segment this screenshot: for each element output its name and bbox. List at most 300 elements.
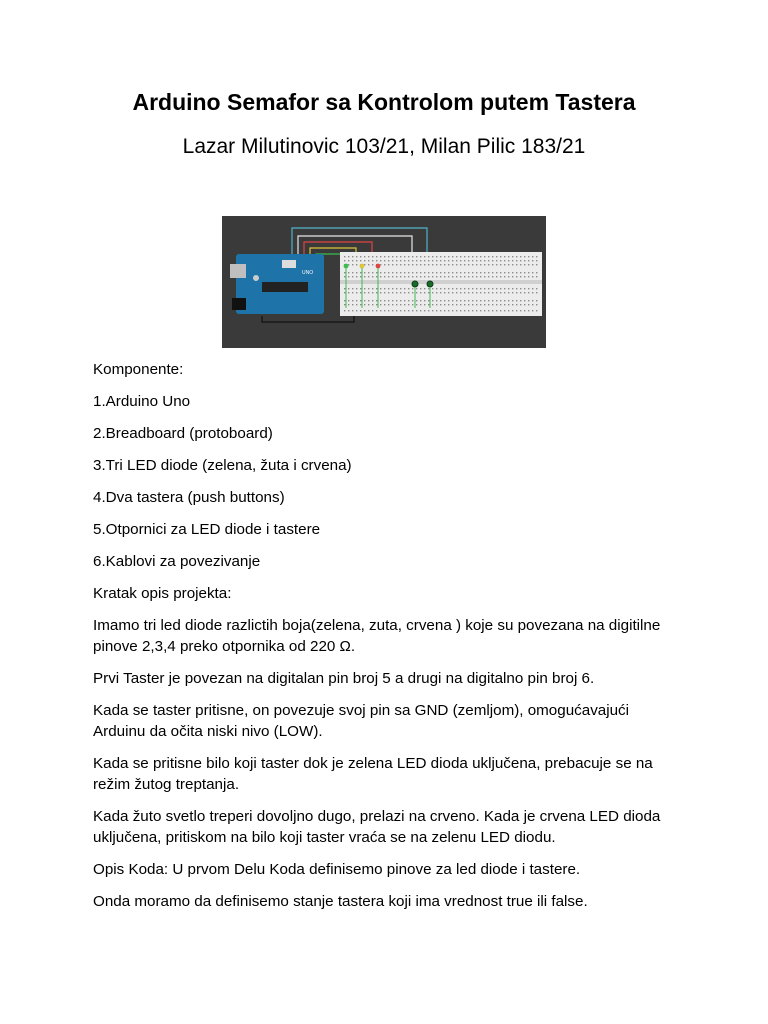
breadboard-hole — [396, 260, 397, 261]
breadboard-hole — [460, 264, 461, 265]
breadboard-hole — [376, 288, 377, 289]
push-button-2 — [427, 281, 433, 287]
breadboard-hole — [512, 310, 513, 311]
breadboard-hole — [492, 304, 493, 305]
paragraph: Onda moramo da definisemo stanje tastera koji ima vrednost true ili false. — [93, 893, 588, 910]
breadboard-hole — [516, 300, 517, 301]
breadboard-hole — [456, 260, 457, 261]
breadboard-hole — [440, 260, 441, 261]
breadboard-hole — [388, 304, 389, 305]
breadboard-hole — [412, 300, 413, 301]
breadboard-hole — [500, 310, 501, 311]
breadboard-hole — [460, 292, 461, 293]
breadboard-hole — [500, 264, 501, 265]
breadboard-hole — [344, 288, 345, 289]
breadboard-hole — [472, 288, 473, 289]
breadboard-hole — [488, 260, 489, 261]
breadboard-hole — [428, 310, 429, 311]
breadboard-hole — [524, 310, 525, 311]
breadboard-hole — [520, 276, 521, 277]
breadboard-hole — [408, 288, 409, 289]
breadboard-hole — [464, 288, 465, 289]
breadboard-hole — [532, 276, 533, 277]
breadboard-hole — [360, 304, 361, 305]
breadboard-hole — [428, 292, 429, 293]
breadboard-hole — [416, 300, 417, 301]
breadboard-hole — [348, 288, 349, 289]
breadboard-hole — [408, 304, 409, 305]
breadboard-hole — [376, 304, 377, 305]
breadboard-hole — [460, 256, 461, 257]
breadboard-hole — [500, 304, 501, 305]
breadboard-hole — [364, 276, 365, 277]
paragraph: 2.Breadboard (protoboard) — [93, 425, 273, 442]
breadboard-hole — [384, 304, 385, 305]
breadboard-hole — [356, 300, 357, 301]
breadboard-hole — [532, 292, 533, 293]
breadboard-hole — [380, 276, 381, 277]
breadboard-hole — [468, 264, 469, 265]
breadboard-hole — [368, 310, 369, 311]
breadboard-hole — [432, 276, 433, 277]
breadboard-hole — [508, 304, 509, 305]
breadboard-hole — [428, 256, 429, 257]
breadboard-hole — [500, 288, 501, 289]
breadboard-hole — [408, 292, 409, 293]
paragraph: 1.Arduino Uno — [93, 393, 191, 410]
breadboard-hole — [384, 292, 385, 293]
breadboard-hole — [448, 256, 449, 257]
breadboard-hole — [356, 292, 357, 293]
breadboard-hole — [444, 300, 445, 301]
breadboard-hole — [496, 264, 497, 265]
breadboard-hole — [524, 288, 525, 289]
breadboard-hole — [456, 304, 457, 305]
breadboard-hole — [516, 310, 517, 311]
breadboard-hole — [440, 300, 441, 301]
breadboard-hole — [436, 304, 437, 305]
breadboard-hole — [496, 310, 497, 311]
breadboard-hole — [356, 276, 357, 277]
breadboard-hole — [360, 272, 361, 273]
breadboard-hole — [432, 264, 433, 265]
breadboard-hole — [452, 264, 453, 265]
breadboard-hole — [492, 300, 493, 301]
breadboard-hole — [468, 260, 469, 261]
breadboard-hole — [424, 310, 425, 311]
breadboard-hole — [420, 256, 421, 257]
paragraph: Imamo tri led diode razlictih boja(zelena, zuta, crvena ) koje su povezana na digitilne pinove 2,3,4 preko otpornika od 220 Ω. — [93, 617, 661, 655]
breadboard-hole — [364, 292, 365, 293]
breadboard-hole — [344, 272, 345, 273]
breadboard-hole — [416, 256, 417, 257]
breadboard-hole — [428, 272, 429, 273]
breadboard-hole — [524, 264, 525, 265]
breadboard-hole — [480, 288, 481, 289]
breadboard-hole — [520, 264, 521, 265]
breadboard-hole — [436, 310, 437, 311]
breadboard-hole — [432, 260, 433, 261]
breadboard-hole — [412, 256, 413, 257]
breadboard-hole — [484, 264, 485, 265]
breadboard-hole — [388, 288, 389, 289]
breadboard-hole — [352, 272, 353, 273]
breadboard-hole — [456, 292, 457, 293]
breadboard-hole — [508, 300, 509, 301]
breadboard-hole — [376, 300, 377, 301]
paragraph: Kada se pritisne bilo koji taster dok je zelena LED dioda uključena, prebacuje se na režim žutog treptanja. — [93, 755, 653, 793]
breadboard-hole — [380, 292, 381, 293]
breadboard-hole — [468, 256, 469, 257]
breadboard-hole — [520, 300, 521, 301]
breadboard-hole — [348, 304, 349, 305]
breadboard-hole — [520, 288, 521, 289]
breadboard-hole — [528, 272, 529, 273]
breadboard-hole — [464, 272, 465, 273]
breadboard-hole — [380, 300, 381, 301]
breadboard-hole — [404, 304, 405, 305]
breadboard-hole — [396, 272, 397, 273]
breadboard-hole — [448, 264, 449, 265]
breadboard-hole — [432, 288, 433, 289]
breadboard-hole — [444, 260, 445, 261]
breadboard-hole — [468, 304, 469, 305]
breadboard-hole — [532, 264, 533, 265]
breadboard-hole — [400, 256, 401, 257]
breadboard-hole — [360, 288, 361, 289]
breadboard-hole — [476, 310, 477, 311]
breadboard-hole — [488, 288, 489, 289]
breadboard-hole — [460, 288, 461, 289]
breadboard-hole — [420, 276, 421, 277]
breadboard-hole — [492, 276, 493, 277]
breadboard-hole — [404, 272, 405, 273]
breadboard-hole — [492, 264, 493, 265]
breadboard-hole — [476, 300, 477, 301]
breadboard-hole — [488, 256, 489, 257]
led-green — [344, 264, 349, 269]
breadboard-hole — [424, 256, 425, 257]
breadboard-hole — [524, 256, 525, 257]
breadboard-hole — [348, 276, 349, 277]
breadboard-hole — [524, 260, 525, 261]
breadboard-hole — [440, 292, 441, 293]
breadboard-hole — [516, 256, 517, 257]
breadboard-hole — [492, 260, 493, 261]
paragraph: 5.Otpornici za LED diode i tastere — [93, 521, 321, 538]
breadboard-hole — [364, 310, 365, 311]
breadboard-hole — [480, 300, 481, 301]
breadboard-hole — [532, 288, 533, 289]
breadboard-hole — [380, 288, 381, 289]
breadboard-hole — [424, 276, 425, 277]
breadboard-hole — [396, 304, 397, 305]
breadboard-hole — [348, 272, 349, 273]
breadboard-hole — [528, 256, 529, 257]
breadboard-hole — [436, 272, 437, 273]
breadboard-hole — [468, 300, 469, 301]
breadboard-hole — [412, 264, 413, 265]
breadboard-hole — [384, 276, 385, 277]
breadboard-hole — [400, 292, 401, 293]
breadboard-hole — [460, 300, 461, 301]
breadboard-hole — [392, 292, 393, 293]
breadboard-hole — [384, 288, 385, 289]
breadboard-hole — [476, 288, 477, 289]
breadboard-hole — [400, 300, 401, 301]
breadboard-hole — [456, 256, 457, 257]
breadboard-hole — [480, 260, 481, 261]
breadboard-hole — [500, 272, 501, 273]
breadboard-hole — [416, 264, 417, 265]
document-title: Arduino Semafor sa Kontrolom putem Tastera — [132, 89, 636, 115]
breadboard-hole — [460, 276, 461, 277]
board-label: UNO — [302, 270, 314, 276]
breadboard-hole — [480, 310, 481, 311]
breadboard-hole — [520, 260, 521, 261]
breadboard-hole — [532, 300, 533, 301]
breadboard-hole — [352, 304, 353, 305]
breadboard-hole — [512, 260, 513, 261]
breadboard-hole — [372, 292, 373, 293]
breadboard-hole — [368, 304, 369, 305]
breadboard-hole — [404, 310, 405, 311]
breadboard-hole — [360, 292, 361, 293]
breadboard-hole — [372, 310, 373, 311]
breadboard-hole — [384, 310, 385, 311]
breadboard-hole — [532, 304, 533, 305]
push-button-1 — [412, 281, 418, 287]
breadboard-hole — [356, 288, 357, 289]
arduino-board — [230, 254, 324, 314]
breadboard-hole — [444, 264, 445, 265]
breadboard-hole — [368, 264, 369, 265]
breadboard-hole — [392, 260, 393, 261]
breadboard-hole — [500, 292, 501, 293]
breadboard-hole — [408, 300, 409, 301]
breadboard-hole — [484, 310, 485, 311]
breadboard-hole — [508, 288, 509, 289]
paragraph: Kratak opis projekta: — [93, 585, 232, 602]
circuit-figure — [222, 216, 546, 348]
breadboard-hole — [424, 288, 425, 289]
breadboard-hole — [420, 292, 421, 293]
breadboard-hole — [368, 256, 369, 257]
breadboard-hole — [388, 300, 389, 301]
breadboard-hole — [508, 276, 509, 277]
breadboard-hole — [508, 272, 509, 273]
breadboard-hole — [532, 272, 533, 273]
breadboard-hole — [500, 256, 501, 257]
breadboard-hole — [420, 288, 421, 289]
breadboard-hole — [488, 292, 489, 293]
breadboard-hole — [484, 292, 485, 293]
breadboard-hole — [376, 292, 377, 293]
breadboard-hole — [436, 300, 437, 301]
breadboard-hole — [352, 310, 353, 311]
breadboard-hole — [508, 260, 509, 261]
breadboard-hole — [356, 310, 357, 311]
breadboard-hole — [404, 288, 405, 289]
breadboard-hole — [532, 260, 533, 261]
breadboard-hole — [448, 304, 449, 305]
breadboard-hole — [412, 288, 413, 289]
breadboard-hole — [384, 272, 385, 273]
breadboard-hole — [452, 310, 453, 311]
breadboard-hole — [392, 272, 393, 273]
breadboard-hole — [436, 256, 437, 257]
breadboard-hole — [408, 256, 409, 257]
breadboard-hole — [360, 276, 361, 277]
breadboard-hole — [424, 264, 425, 265]
breadboard-hole — [392, 310, 393, 311]
breadboard-hole — [388, 276, 389, 277]
breadboard-hole — [504, 288, 505, 289]
breadboard-hole — [456, 276, 457, 277]
breadboard-hole — [452, 256, 453, 257]
breadboard-hole — [516, 304, 517, 305]
breadboard-hole — [452, 300, 453, 301]
breadboard-hole — [348, 256, 349, 257]
breadboard-hole — [452, 304, 453, 305]
breadboard-hole — [536, 288, 537, 289]
breadboard-hole — [476, 276, 477, 277]
breadboard-hole — [464, 260, 465, 261]
breadboard-hole — [524, 292, 525, 293]
breadboard-hole — [484, 260, 485, 261]
breadboard-hole — [356, 260, 357, 261]
breadboard-hole — [404, 300, 405, 301]
breadboard-hole — [536, 310, 537, 311]
breadboard-hole — [516, 272, 517, 273]
breadboard-hole — [468, 288, 469, 289]
breadboard-hole — [512, 300, 513, 301]
breadboard-hole — [464, 276, 465, 277]
breadboard-hole — [392, 264, 393, 265]
breadboard-hole — [496, 288, 497, 289]
breadboard-hole — [472, 272, 473, 273]
breadboard-hole — [344, 310, 345, 311]
breadboard-hole — [420, 272, 421, 273]
breadboard-hole — [396, 292, 397, 293]
breadboard-hole — [528, 310, 529, 311]
breadboard-hole — [440, 256, 441, 257]
breadboard-hole — [424, 260, 425, 261]
breadboard-hole — [352, 264, 353, 265]
breadboard-hole — [504, 292, 505, 293]
breadboard-hole — [408, 264, 409, 265]
breadboard-hole — [408, 276, 409, 277]
breadboard-hole — [480, 304, 481, 305]
breadboard-hole — [444, 276, 445, 277]
breadboard-hole — [520, 304, 521, 305]
breadboard-hole — [516, 276, 517, 277]
breadboard-hole — [456, 300, 457, 301]
breadboard-hole — [452, 276, 453, 277]
breadboard-hole — [432, 292, 433, 293]
breadboard-hole — [392, 300, 393, 301]
breadboard-hole — [496, 260, 497, 261]
breadboard-hole — [380, 304, 381, 305]
breadboard-hole — [348, 292, 349, 293]
breadboard-hole — [468, 292, 469, 293]
breadboard-hole — [368, 272, 369, 273]
breadboard-hole — [412, 310, 413, 311]
breadboard-hole — [448, 260, 449, 261]
breadboard-hole — [416, 292, 417, 293]
breadboard-hole — [448, 292, 449, 293]
breadboard-hole — [512, 304, 513, 305]
breadboard-hole — [344, 276, 345, 277]
breadboard-hole — [416, 272, 417, 273]
breadboard-hole — [396, 256, 397, 257]
breadboard-hole — [532, 256, 533, 257]
breadboard-hole — [532, 310, 533, 311]
breadboard-hole — [420, 310, 421, 311]
breadboard-hole — [352, 300, 353, 301]
breadboard-hole — [380, 256, 381, 257]
breadboard-hole — [484, 304, 485, 305]
breadboard-hole — [472, 292, 473, 293]
breadboard-hole — [460, 304, 461, 305]
breadboard-hole — [504, 260, 505, 261]
breadboard-hole — [420, 304, 421, 305]
breadboard-hole — [536, 256, 537, 257]
breadboard-hole — [496, 300, 497, 301]
paragraph: Kada se taster pritisne, on povezuje svoj pin sa GND (zemljom), omogućavajući Arduinu da očita niski nivo (LOW). — [93, 702, 630, 740]
breadboard-hole — [400, 304, 401, 305]
breadboard-hole — [428, 304, 429, 305]
breadboard-hole — [384, 264, 385, 265]
breadboard-hole — [384, 256, 385, 257]
breadboard-hole — [420, 260, 421, 261]
breadboard-hole — [396, 288, 397, 289]
breadboard-hole — [408, 272, 409, 273]
breadboard-hole — [456, 272, 457, 273]
breadboard-hole — [356, 264, 357, 265]
breadboard-hole — [372, 260, 373, 261]
breadboard-hole — [372, 256, 373, 257]
breadboard-hole — [356, 272, 357, 273]
breadboard-hole — [352, 288, 353, 289]
breadboard-hole — [396, 264, 397, 265]
breadboard-hole — [452, 260, 453, 261]
breadboard-hole — [436, 260, 437, 261]
breadboard-hole — [500, 276, 501, 277]
breadboard-hole — [348, 310, 349, 311]
breadboard-hole — [440, 272, 441, 273]
breadboard-hole — [452, 288, 453, 289]
breadboard-hole — [460, 310, 461, 311]
breadboard-hole — [376, 272, 377, 273]
breadboard-hole — [352, 260, 353, 261]
breadboard-hole — [448, 300, 449, 301]
breadboard-hole — [388, 310, 389, 311]
breadboard-hole — [536, 272, 537, 273]
breadboard-hole — [472, 256, 473, 257]
paragraph: 6.Kablovi za povezivanje — [93, 553, 261, 570]
breadboard-hole — [404, 260, 405, 261]
breadboard-hole — [452, 272, 453, 273]
breadboard-hole — [492, 272, 493, 273]
breadboard-hole — [456, 310, 457, 311]
breadboard-hole — [524, 300, 525, 301]
breadboard-hole — [536, 300, 537, 301]
breadboard — [340, 252, 542, 316]
breadboard-hole — [408, 260, 409, 261]
breadboard-hole — [524, 276, 525, 277]
breadboard-hole — [412, 304, 413, 305]
